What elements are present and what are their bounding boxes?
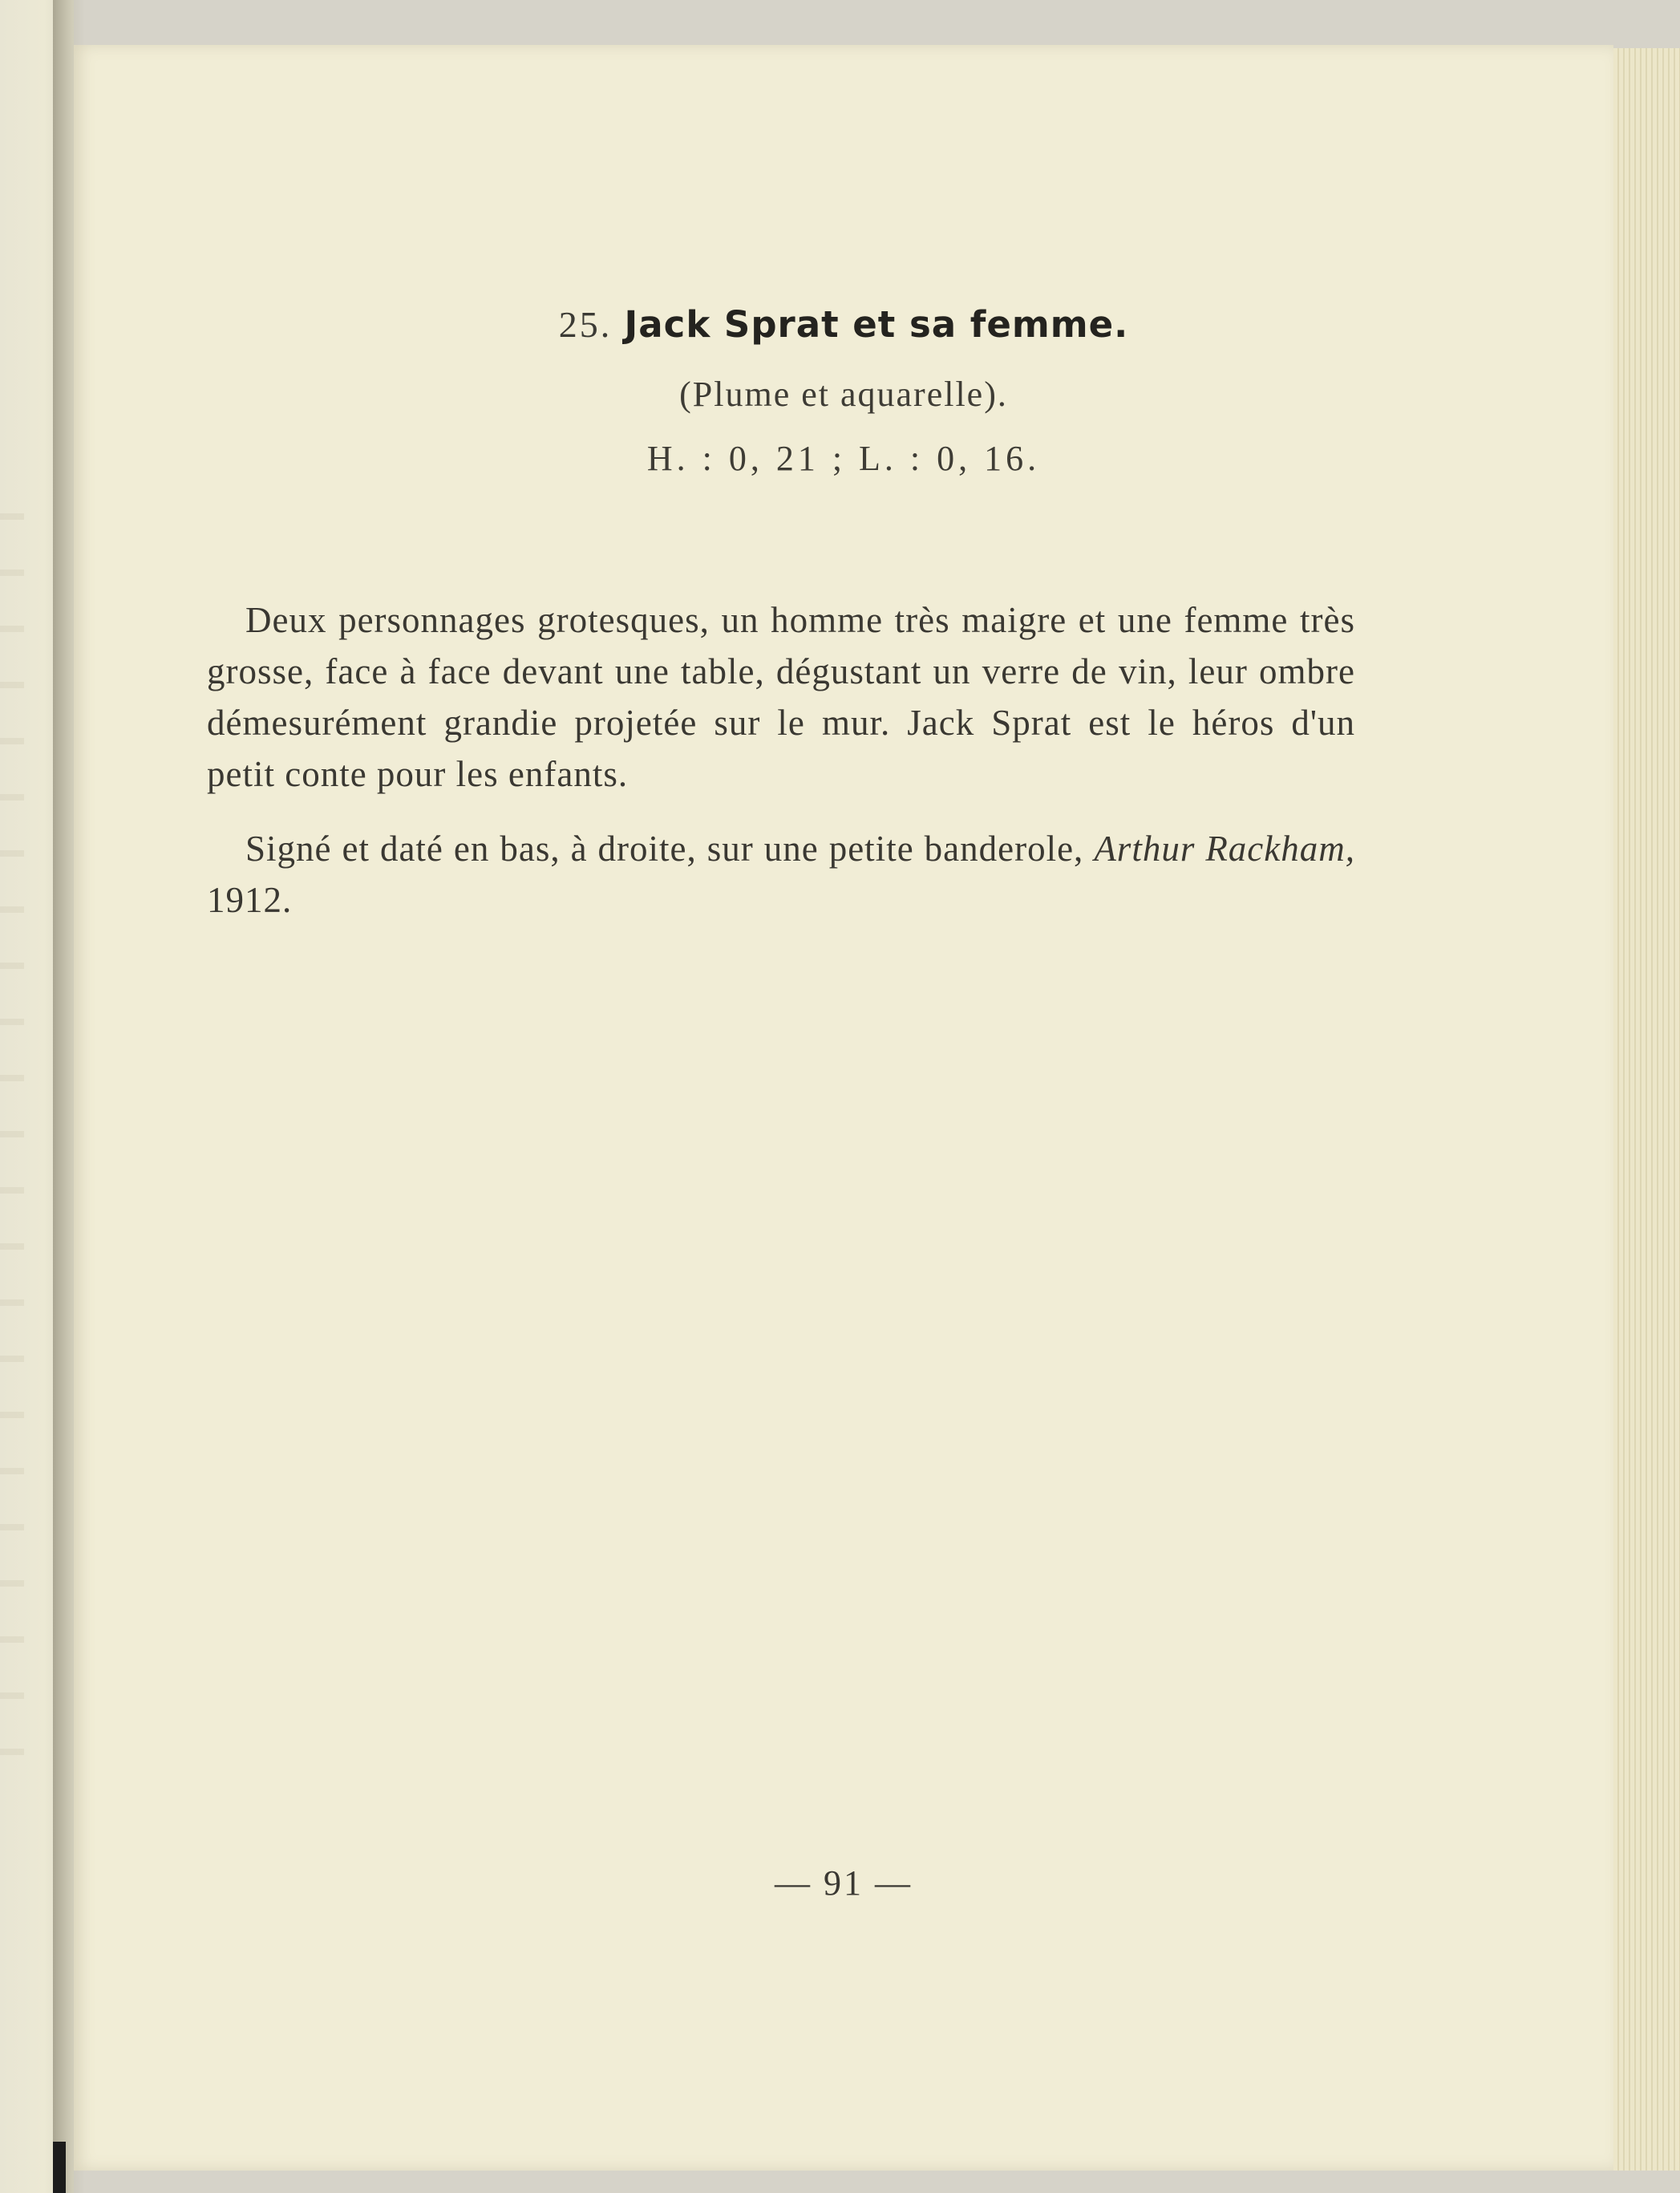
catalogue-page xyxy=(74,45,1613,2171)
entry-title: Jack Sprat et sa femme. xyxy=(624,303,1129,346)
entry-medium: (Plume et aquarelle). xyxy=(679,375,1008,414)
spine-mark xyxy=(53,2142,66,2193)
entry-number: 25. xyxy=(558,304,613,345)
signature-lead-text: Signé et daté en bas, à droite, sur une petite banderole, xyxy=(245,829,1084,869)
facing-page-bleed-through xyxy=(0,513,24,1765)
signature-name: Arthur Rackham, xyxy=(1094,829,1355,869)
entry-heading xyxy=(74,303,1613,346)
description-paragraph: Deux personnages grotesques, un homme très maigre et une femme très grosse, face à face devant une table, dégustant un verre de vin, leur ombre démesurément grandie projetée sur le mur. Jack Sprat est le héros d'un petit conte pour les enfants. xyxy=(207,600,1355,794)
signature-paragraph xyxy=(207,823,1355,926)
page-number: — 91 — xyxy=(775,1863,913,1903)
entry-dimensions: H. : 0, 21 ; L. : 0, 16. xyxy=(646,439,1041,478)
page-block-edge xyxy=(1613,48,1680,2171)
signature-year: 1912. xyxy=(207,880,293,920)
